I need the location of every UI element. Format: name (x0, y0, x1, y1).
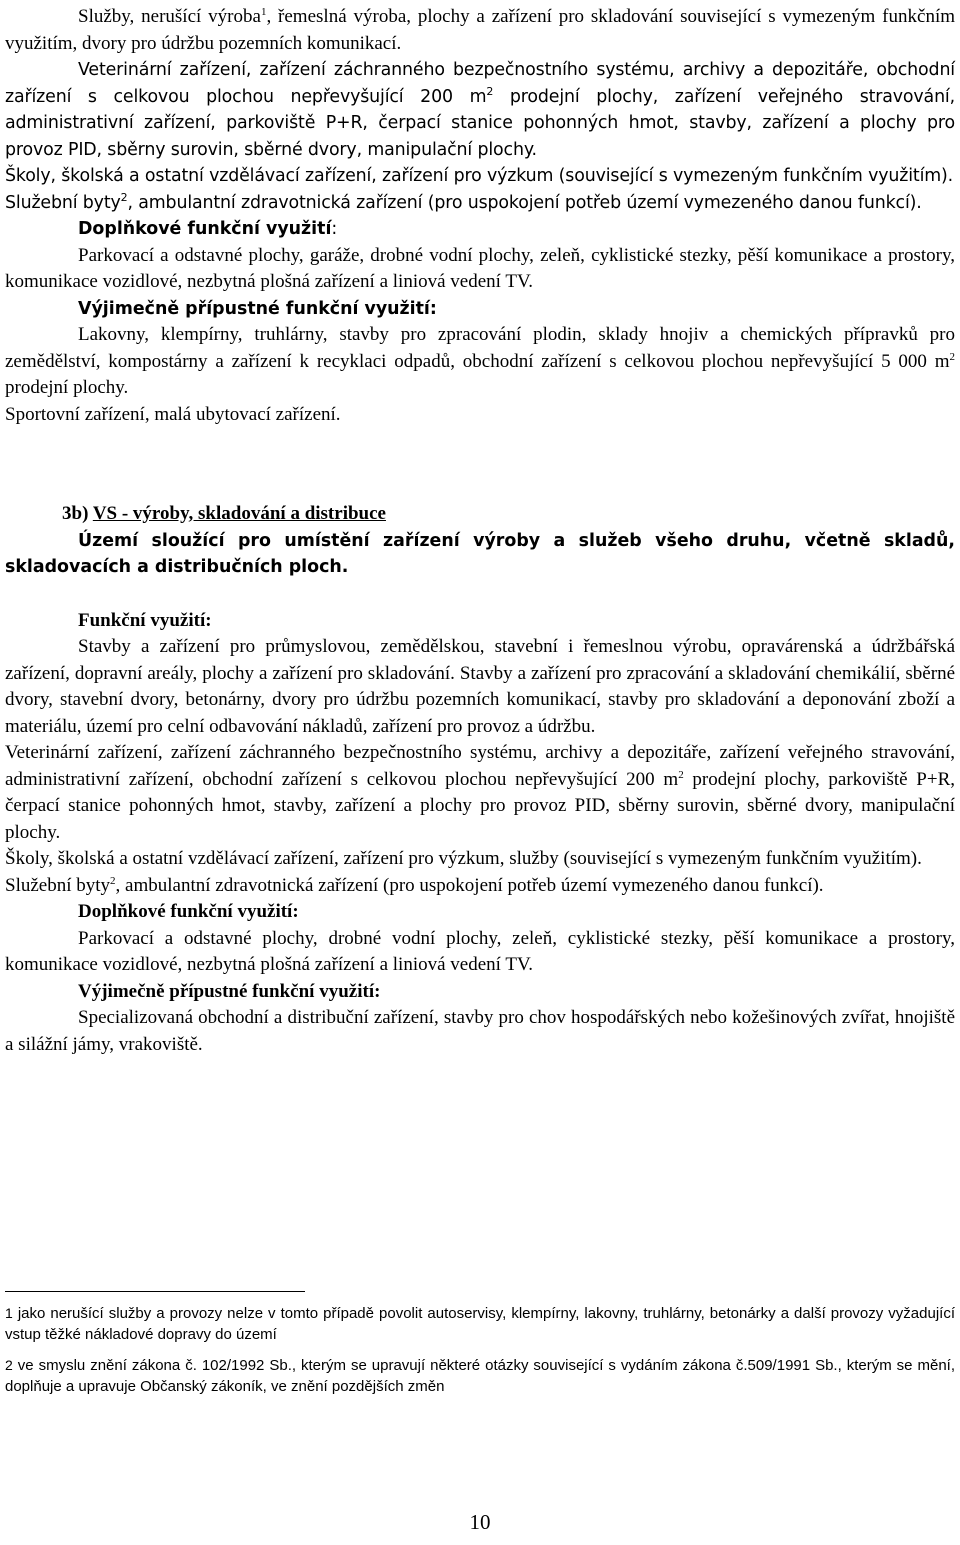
heading-supplementary-use: Doplňkové funkční využití: (78, 219, 338, 239)
paragraph-schools: Školy, školská a ostatní vzdělávací zařízení, zařízení pro výzkum (související s vymezeným funkčním využitím). (5, 166, 954, 186)
document-page (5, 0, 955, 1058)
paragraph-specialized: Specializovaná obchodní a distribuční zařízení, stavby pro chov hospodářských nebo kožešinových zvířat, hnojiště a silážní jámy, vrakoviště. (5, 1007, 955, 1055)
footnote-ref-2b[interactable]: 2 (110, 874, 116, 887)
paragraph-parking: Parkovací a odstavné plochy, garáže, drobné vodní plochy, zeleň, cyklistické stezky, pěší komunikace a prostory, komunikace vozidlové, nezbytná plošná zařízení a liniová vedení TV. (5, 244, 955, 292)
footnote-separator (5, 1291, 305, 1292)
paragraph-industrial: Stavby a zařízení pro průmyslovou, zemědělskou, stavební i řemeslnou výrobu, opravárenská a údržbářská zařízení, dopravní areály, plochy a zařízení pro skladování. Stavby a zařízení pro zpracování a skladování chemikálií, sběrné dvory, stavební dvory, betonárny, dvory pro údržbu pozemních komunikací, stavby pro skladování a deponování zboží a materiálu, území pro celní odbavování nákladů, zařízení pro provoz a údržbu. (5, 636, 955, 737)
paragraph-schools-2: Školy, školská a ostatní vzdělávací zařízení, zařízení pro výzkum, služby (související s vymezeným funkčním využitím). (5, 848, 922, 869)
paragraph-veterinary: Veterinární zařízení, zařízení záchranného bezpečnostního systému, archivy a depozitáře, obchodní zařízení s celkovou plochou nepřevyšující 200 $m^2$ prodejní plochy, zařízení veřejného stravování, administrativní zařízení, parkoviště P+R, čerpací stanice pohonných hmot, stavby, zařízení a plochy pro provoz PID, sběrny surovin, sběrné dvory, manipulační plochy. (5, 60, 955, 160)
section-description: Území sloužící pro umístění zařízení výroby a služeb všeho druhu, včetně skladů, skladovacích a distribučních ploch. (5, 530, 955, 577)
page-number: 10 (469, 1510, 491, 1534)
paragraph-services: Služby, nerušící výroba$^1$, řemeslná výroba, plochy a zařízení pro skladování související s vymezeným funkčním využitím, dvory pro údržbu pozemních komunikací. (5, 6, 956, 54)
paragraph-veterinary-2: Veterinární zařízení, zařízení záchranného bezpečnostního systému, archivy a depozitáře, zařízení veřejného stravování, administrativní zařízení, obchodní zařízení s celkovou plochou nepřevyšující 200 $m^2$ prodejní plochy, parkoviště P+R, čerpací stanice pohonných hmot, stavby, zařízení a plochy pro provoz PID, sběrny surovin, sběrné dvory, manipulační plochy. (5, 742, 955, 843)
footnote-ref-1[interactable]: 1 (260, 6, 267, 18)
section-title: VS - výroby, skladování a distribuce (92, 503, 386, 524)
paragraph-parking-2: Parkovací a odstavné plochy, drobné vodní plochy, zeleň, cyklistické stezky, pěší komunikace a prostory, komunikace vozidlové, nezbytná plošná zařízení a liniová vedení TV. (5, 927, 955, 975)
footnote-1: 1 jako nerušící služby a provozy nelze v tomto případě povolit autoservisy, klempírny, lakovny, truhlárny, betonárky a další provozy vyžadující vstup těžké nákladové dopravy do území (5, 1305, 955, 1343)
paragraph-service-flats: Služební byty$^2$, ambulantní zdravotnická zařízení (pro uspokojení potřeb území vymezeného danou funkcí). (5, 190, 922, 213)
heading-functional-use: Funkční využití: (78, 609, 212, 631)
heading-exceptional-use: Výjimečně přípustné funkční využití: (78, 298, 437, 319)
heading-supplementary-use-2: Doplňkové funkční využití: (78, 901, 299, 922)
heading-exceptional-use-2: Výjimečně přípustné funkční využití: (78, 980, 381, 1002)
paragraph-service-flats-2: Služební byty$^2$, ambulantní zdravotnická zařízení (pro uspokojení potřeb území vymezeného danou funkcí). (5, 874, 824, 896)
section-heading-3b: 3b) VS - výroby, skladování a distribuce (62, 503, 386, 524)
footnote-ref-2[interactable]: 2 (120, 190, 128, 204)
paragraph-paintshops: Lakovny, klempírny, truhlárny, stavby pro zpracování plodin, sklady hnojiv a chemických přípravků pro zemědělství, kompostárny a zařízení k recyklaci odpadů, obchodní zařízení s celkovou plochou nepřevyšující 5 000 $m^2$ prodejní plochy. (5, 324, 955, 398)
paragraph-sport: Sportovní zařízení, malá ubytovací zařízení. (5, 403, 341, 425)
footnote-2: 2 ve smyslu znění zákona č. 102/1992 Sb., kterým se upravují některé otázky související s vydáním zákona č.509/1991 Sb., kterým se mění, doplňuje a upravuje Občanský zákoník, ve znění pozdějších změn (5, 1357, 955, 1395)
